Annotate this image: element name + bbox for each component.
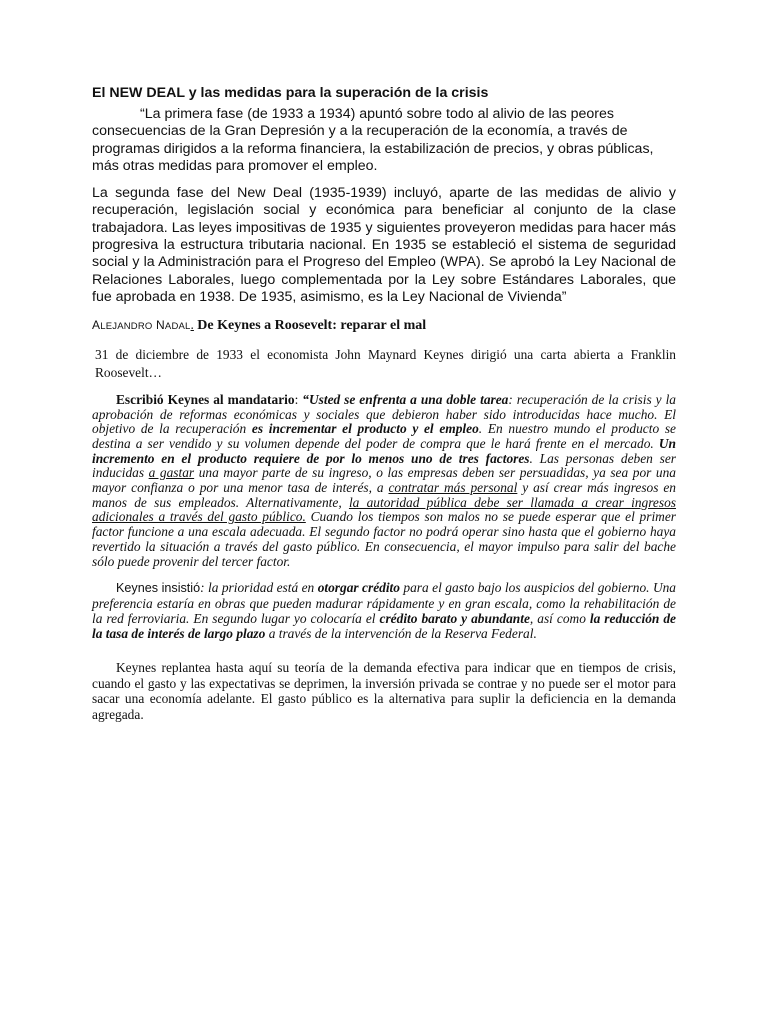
letter-emphasis-increase-output: es incrementar el producto y el empleo <box>251 421 479 437</box>
author-separator: . <box>190 317 194 333</box>
keynes-letter-paragraph: Escribió Keynes al mandatario: “Usted se enfrenta a una doble tarea: recuperación de la crisis y la aprobación de reformas económicas y sociales que debieron haber sido introducidas hace mucho. El objetivo de la recuperación es incrementar el producto y el empleo. En nuestro mundo el producto se destina a ser vendido y su volumen depende del poder de compra que le hará frente en el mercado. Un incremento en el producto requiere de por lo menos uno de tres factores. Las personas deben ser inducidas a gastar una mayor parte de su ingreso, o las empresas deben ser persuadidas, ya sea por una mayor confianza o por una menor tasa de interés, a contratar más personal y así crear más ingresos en manos de sus empleados. Alternativamente, la autoridad pública debe ser llamada a crear ingresos adicionales a través del gasto público. Cuando los tiempos son malos no se puede esperar que el primer factor funcione a una escala adecuada. El segundo factor no podrá operar sino hasta que el gobierno haya revertido la situación a través del gasto público. En consecuencia, el mayor impulso para salir del bache sólo puede provenir del tercer factor. <box>92 391 677 569</box>
quote-paragraph-second-phase: La segunda fase del New Deal (1935-1939) incluyó, aparte de las medidas de alivio y recuperación, legislación social y económica para beneficiar al conjunto de la clase trabajadora. Las leyes impositivas de 1935 y siguientes proveyeron medidas para hacer más progresiva la estructura tributaria nacional. En 1935 se estableció el sistema de seguridad social y la Administración para el Progreso del Empleo (WPA). Se aprobó la Ley Nacional de Relaciones Laborales, luego complementada por la Ley sobre Estándares Laborales, que fue aprobada en 1938. De 1935, asimismo, es la Ley Nacional de Vivienda” <box>92 185 676 305</box>
letter-emphasis-three-factors: Un incremento en el producto requiere de por lo menos uno de tres factores <box>92 435 676 466</box>
closing-paragraph: Keynes replantea hasta aquí su teoría de la demanda efectiva para indicar que en tiempos de crisis, cuando el gasto y las expectativas se deprimen, la inversión privada se contrae y no puede ser el motor para sacar una economía adelante. El gasto público es la alternativa para suplir la deficiencia en la demanda agregada. <box>92 660 676 722</box>
letter-underline-hire: contratar más personal <box>388 480 518 496</box>
letter-lead: Escribió Keynes al mandatario <box>116 391 295 407</box>
keynes-insisted-paragraph: Keynes insistió: la prioridad está en otorgar crédito para el gasto bajo los auspicios del gobierno. Una preferencia estaría en obras que pueden madurar rápidamente y en gran escala, como la rehabilitación de la red ferroviaria. En segundo lugar yo colocaría el crédito barato y abundante, así como la reducción de la tasa de interés de largo plazo a través de la intervención de la Reserva Federal. <box>92 580 677 642</box>
letter-underline-spend: a gastar <box>148 465 195 481</box>
quote-paragraph-first-phase: “La primera fase (de 1933 a 1934) apuntó sobre todo al alivio de las peores consecuencias de la Gran Depresión y a la recuperación de la economía, a través de programas dirigidos a la reforma financiera, la estabilización de precios, y obras públicas, más otras medidas para promover el empleo. <box>92 106 654 174</box>
insist-emphasis-rate-reduction: la reducción de la tasa de interés de largo plazo <box>92 611 676 642</box>
letter-underline-public-authority: la autoridad pública debe ser llamada a crear ingresos adicionales a través del gasto público. <box>92 494 676 525</box>
author-name: ALEJANDRO NADAL <box>92 318 191 333</box>
article-title: De Keynes a Roosevelt: reparar el mal <box>197 318 427 334</box>
insist-emphasis-credit: otorgar crédito <box>317 580 400 596</box>
document-title: El NEW DEAL y las medidas para la superación de la crisis <box>92 85 489 101</box>
intro-paragraph: 31 de diciembre de 1933 el economista John Maynard Keynes dirigió una carta abierta a Franklin Roosevelt… <box>95 347 676 380</box>
insist-lead: Keynes insistió <box>116 581 201 596</box>
author-citation <box>92 316 676 335</box>
letter-emphasis-double-task: “Usted se enfrenta a una doble tarea <box>302 391 509 407</box>
insist-emphasis-cheap-credit: crédito barato y abundante <box>379 611 530 627</box>
document-page <box>92 84 676 722</box>
